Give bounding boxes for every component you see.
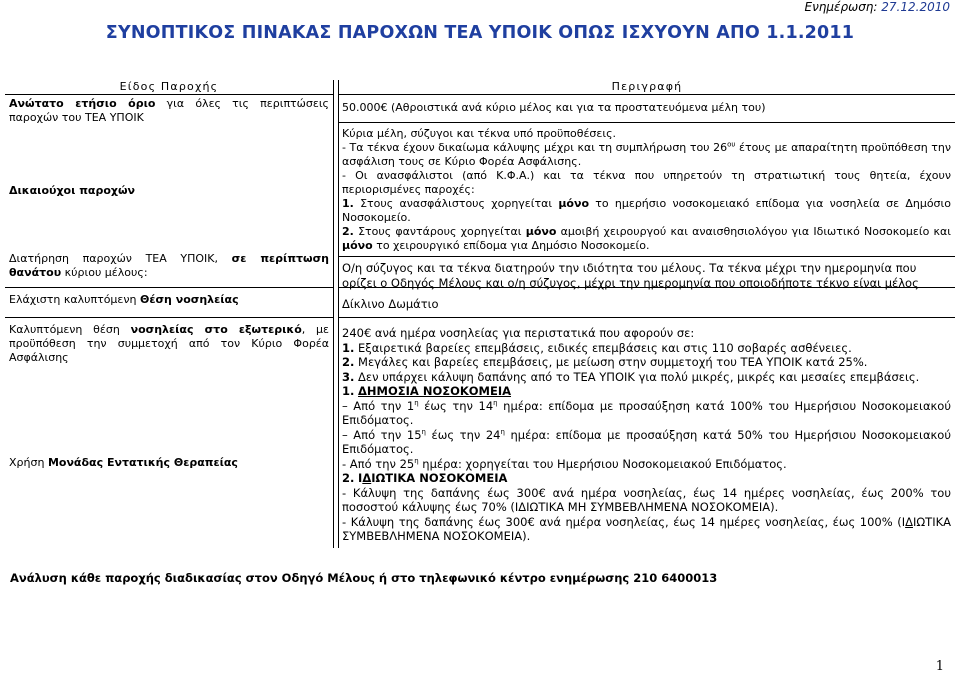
private-num: 2. [342,471,355,485]
private-title-u: Δ [362,471,372,485]
death-label-bold: σε περίπτωση θανάτου [9,252,330,279]
room-label-bold: Θέση νοσηλείας [140,293,239,306]
beneficiaries-line-3: - Οι ανασφάλιστοι (από Κ.Φ.Α.) και τα τέκνα που υπηρετούν τη στρατιωτική τους θητεία, έχουν περιορισμένες παροχές: [342,169,951,196]
death-label-b: κύριου μέλους: [61,266,148,279]
beneficiaries-l5a: Στους φαντάρους χορηγείται [353,225,526,238]
public-3b: ημέρα: χορηγείται του Ημερήσιου Νοσοκομειακού Επιδόματος. [418,456,787,471]
public-2s: η [421,427,426,436]
abroad-label-bold: νοσηλείας στο εξωτερικό [130,323,302,336]
icu-point-3 [342,370,951,385]
public-hospitals-heading [342,384,951,399]
annual-limit-rest: για όλες τις περιπτώσεις παροχών του ΤΕΑ ΥΠΟΙΚ [9,97,329,124]
beneficiaries-l5num: 2. [342,225,354,238]
beneficiaries-line-5 [342,225,951,253]
private-2a: - Κάλυψη της δαπάνης έως 300€ ανά ημέρα νοσηλείας, έως 14 ημέρες νοσηλείας, έως 100% (Ι [342,514,906,529]
beneficiaries-l2b: έτους με απαραίτητη προϋπόθεση την ασφάλιση τους σε Κύριο Φορέα Ασφάλισης. [342,141,951,168]
public-2s2: η [500,427,505,436]
public-line-3 [342,457,951,472]
update-label: Ενημέρωση: [804,0,878,14]
private-2b: ΙΩΤΙΚΑ ΣΥΜΒΕΒΛΗΜΕΝΑ ΝΟΣΟΚΟΜΕΙΑ). [342,514,951,543]
icu-label-a: Χρήση [9,456,48,469]
update-date: 27.12.2010 [881,0,950,14]
icu-point-2 [342,355,951,370]
beneficiaries-l4a: Στους ανασφάλιστους χορηγείται [353,197,559,210]
public-2a: – Από την 15 [342,427,422,442]
beneficiaries-l4num: 1. [342,197,354,210]
public-line-2 [342,428,951,457]
public-1b: έως την 14 [418,398,494,413]
private-line-1: - Κάλυψη της δαπάνης έως 300€ ανά ημέρα νοσηλείας, έως 14 ημέρες νοσηλείας, έως 200% του ποσοστού κάλυψης έως 70% (ΙΔΙΩΤΙΚΑ ΜΗ ΣΥΜΒΕΒΛΗΜΕΝΑ ΝΟΣΟΚΟΜΕΙΑ). [342,485,951,514]
public-1s: η [414,398,419,407]
private-title-b: ΙΩΤΙΚΑ ΝΟΣΟΚΟΜΕΙΑ [371,471,508,485]
header-benefit-type: Είδος Παροχής [5,80,333,95]
header-description: Περιγραφή [339,80,955,95]
beneficiaries-line-2 [342,141,951,169]
public-2b: έως την 24 [425,427,501,442]
footer-note: Ανάλυση κάθε παροχής διαδικασίας στον Οδηγό Μέλους ή στο τηλεφωνικό κέντρο ενημέρωσης 210 6400013 [10,571,718,585]
description-column [338,80,955,548]
beneficiaries-sup: ου [727,140,736,149]
beneficiaries-label: Δικαιούχοι παροχών [9,184,136,197]
row-death-label [5,252,333,280]
icu-intro: 240€ ανά ημέρα νοσηλείας για περιστατικά που αφορούν σε: [342,326,695,340]
row-annual-limit-label [5,97,333,125]
page-number: 1 [935,659,944,674]
public-3a: - Από την 25 [342,456,415,471]
annual-limit-bold: Ανώτατο ετήσιο όριο [9,97,156,110]
beneficiaries-line-1: Κύρια μέλη, σύζυγοι και τέκνα υπό προϋποθέσεις. [342,127,617,140]
page-title: ΣΥΝΟΠΤΙΚΟΣ ΠΙΝΑΚΑΣ ΠΑΡΟΧΩΝ ΤΕΑ ΥΠΟΙΚ ΟΠΩΣ ΙΣΧΥΟΥΝ ΑΠΟ 1.1.2011 [105,23,855,43]
abroad-label-b: , με προϋπόθεση την συμμετοχή από τον Κύριο Φορέα Ασφάλισης [9,323,330,364]
abroad-label-a: Καλυπτόμενη θέση [9,323,131,336]
public-line-1 [342,399,951,428]
private-2u: Δ [905,514,913,529]
row-icu-label [5,456,333,470]
public-3s: η [414,456,419,465]
public-title: ΔΗΜΟΣΙΑ ΝΟΣΟΚΟΜΕΙΑ [358,384,512,398]
death-label-a: Διατήρηση παροχών ΤΕΑ ΥΠΟΙΚ, [9,252,232,265]
public-1s2: η [493,398,498,407]
icu-p2-text: Μεγάλες και βαρείες επεμβάσεις, με μείωση στην συμμετοχή του ΤΕΑ ΥΠΟΙΚ κατά 25%. [354,355,868,369]
icu-p3-text: Δεν υπάρχει κάλυψη δαπάνης από το ΤΕΑ ΥΠΟΙΚ για πολύ μικρές, μικρές και μεσαίες επεμβάσεις. [354,369,920,384]
update-stamp [805,0,950,14]
icu-p2-num: 2. [342,355,355,369]
icu-p1-text: Εξαιρετικά βαρείες επεμβάσεις, ειδικές επεμβάσεις και στις 110 σοβαρές ασθένειες. [354,340,852,355]
row-annual-limit-desc: 50.000€ (Αθροιστικά ανά κύριο μέλος και για τα προστατευόμενα μέλη του) [339,101,955,123]
beneficiaries-l5bold: μόνο [525,225,557,238]
benefit-type-column [5,80,334,548]
private-hospitals-heading [342,471,951,486]
public-num: 1. [342,384,355,398]
row-beneficiaries-desc [339,127,955,253]
row-beneficiaries-label [5,184,333,198]
benefits-table [5,80,955,548]
row-abroad-label [5,317,333,365]
private-title-a: Ι [358,471,363,485]
icu-label-bold: Μονάδας Εντατικής Θεραπείας [47,456,238,469]
row-icu-desc [339,317,955,544]
beneficiaries-l4b: το ημερήσιο νοσοκομειακό επίδομα για νοσηλεία σε Δημόσιο Νοσοκομείο. [342,197,951,224]
icu-point-1 [342,341,951,356]
beneficiaries-l2a: - Τα τέκνα έχουν δικαίωμα κάλυψης μέχρι και τη συμπλήρωση του 26 [342,141,728,154]
private-line-2 [342,515,951,544]
public-2c: ημέρα: επίδομα με προσαύξηση κατά 50% του Ημερήσιου Νοσοκομειακού Επιδόματος. [342,427,951,456]
public-1c: ημέρα: επίδομα με προσαύξηση κατά 100% του Ημερήσιου Νοσοκομειακού Επιδόματος. [342,398,952,427]
row-room-label [5,287,333,307]
row-death-desc: Ο/η σύζυγος και τα τέκνα διατηρούν την ιδιότητα του μέλους. Τα τέκνα μέχρι την ημερομηνία που ορίζει ο Οδηγός Μέλους και ο/η σύζυγος, μέχρι την ημερομηνία που οποιοδήποτε τέκνο είναι μέλος [339,256,955,291]
row-room-desc: Δίκλινο Δωμάτιο [339,287,955,311]
beneficiaries-l5bold2: μόνο [342,239,373,252]
public-1a: – Από την 1 [342,398,415,413]
room-label-a: Ελάχιστη καλυπτόμενη [9,293,140,306]
icu-p1-num: 1. [342,340,355,355]
beneficiaries-l5c: το χειρουργικό επίδομα για Δημόσιο Νοσοκομείο. [372,239,650,252]
beneficiaries-l4bold: μόνο [558,197,590,210]
icu-p3-num: 3. [342,369,355,384]
beneficiaries-line-4 [342,197,951,225]
beneficiaries-l5b: αμοιβή χειρουργού και αναισθησιολόγου για Ιδιωτικό Νοσοκομείο και [556,225,951,238]
